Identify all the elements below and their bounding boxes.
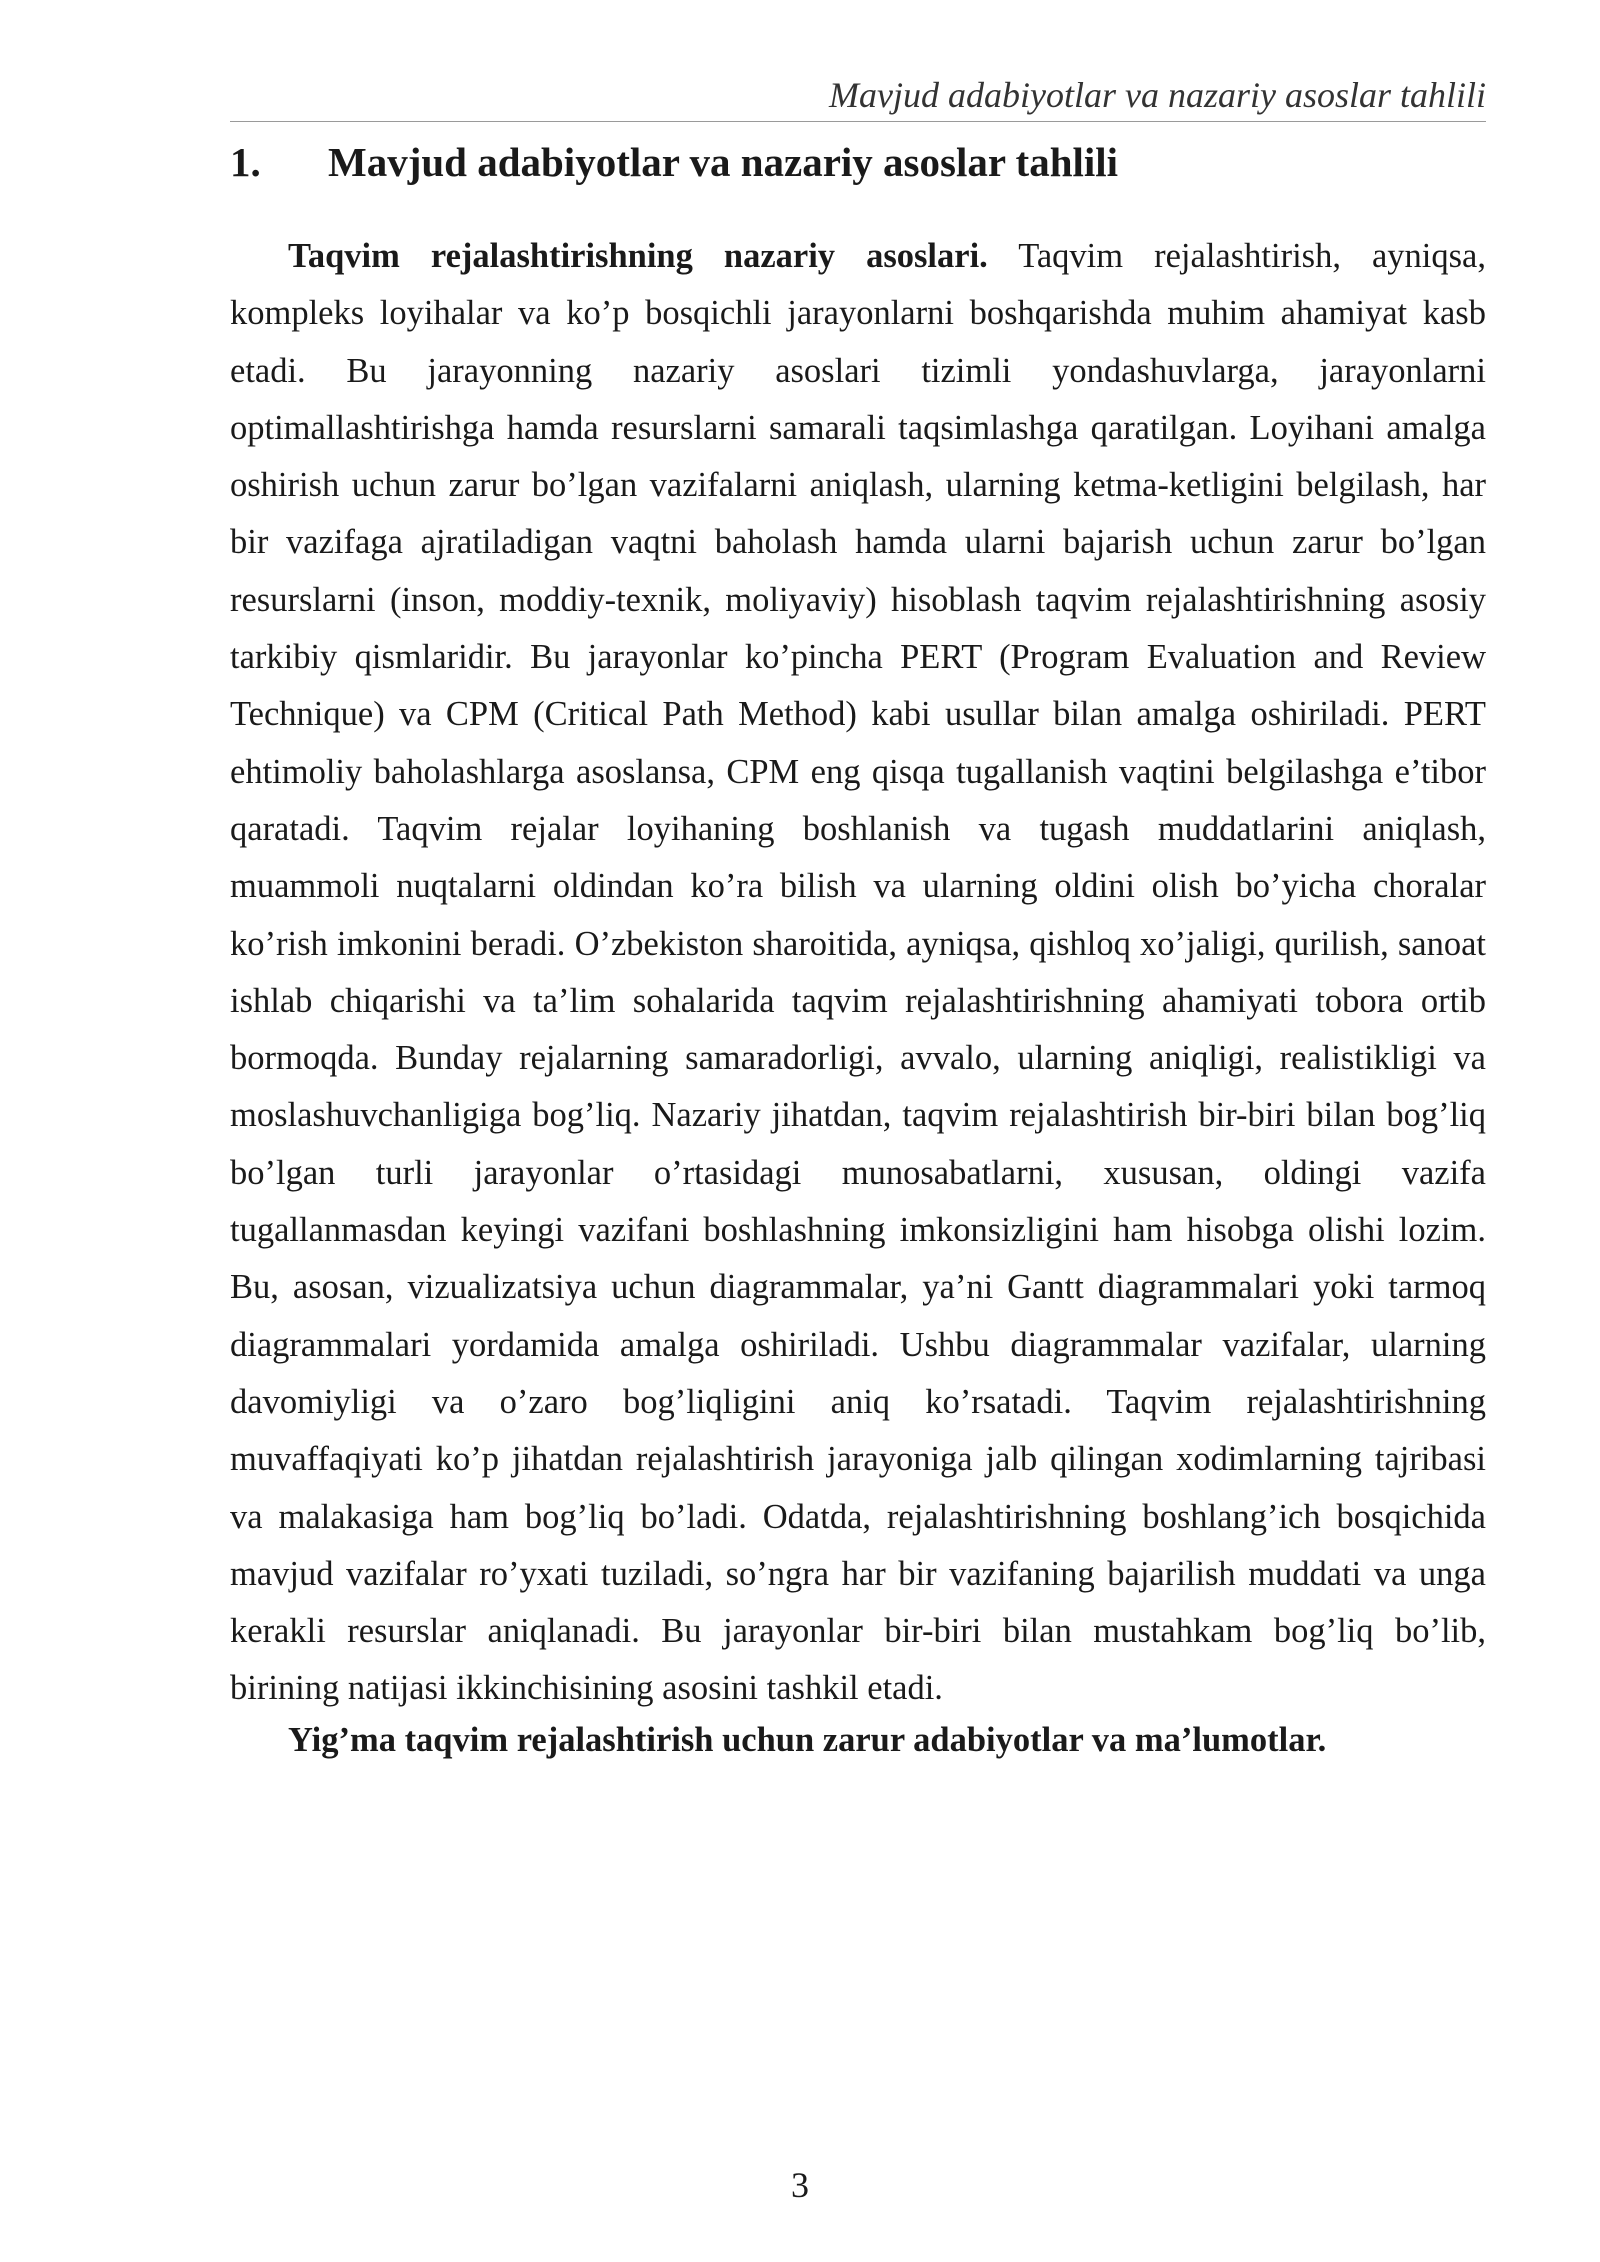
paragraph-text: Taqvim rejalashtirish, ayniqsa, kompleks loyihalar va ko’p bosqichli jarayonlarni boshqarishda muhim ahamiyat kasb etadi. Bu jarayonning nazariy asoslari tizimli yondashuvlarga, jarayonlarni optimallashtirishga hamda resurslarni samarali taqsimlashga qaratilgan. Loyihani amalga oshirish uchun zarur bo’lgan vazifalarni aniqlash, ularning ketma-ketligini belgilash, har bir vazifaga ajratiladigan vaqtni baholash hamda ularni bajarish uchun zarur bo’lgan resurslarni (inson, moddiy-texnik, moliyaviy) hisoblash taqvim rejalashtirishning asosiy tarkibiy qismlaridir. Bu jarayonlar ko’pincha PERT (Program Evaluation and Review Technique) va CPM (Critical Path Method) kabi usullar bilan amalga oshiriladi. PERT ehtimoliy baholashlarga asoslansa, CPM eng qisqa tugallanish vaqtini belgilashga e’tibor qaratadi. Taqvim rejalar loyihaning boshlanish va tugash muddatlarini aniqlash, muammoli nuqtalarni oldindan ko’ra bilish va ularning oldini olish bo’yicha choralar ko’rish imkonini beradi. O’zbekiston sharoitida, ayniqsa, qishloq xo’jaligi, qurilish, sanoat ishlab chiqarishi va ta’lim sohalarida taqvim rejalashtirishning ahamiyati tobora ortib bormoqda. Bunday rejalarning samaradorligi, avvalo, ularning aniqligi, realistikligi va moslashuvchanligiga bog’liq. Nazariy jihatdan, taqvim rejalashtirish bir-biri bilan bog’liq bo’lgan turli jarayonlar o’rtasidagi munosabatlarni, xususan, oldingi vazifa tugallanmasdan keyingi vazifani boshlashning imkonsizligini ham hisobga olishi lozim. Bu, asosan, vizualizatsiya uchun diagrammalar, ya’ni Gantt diagrammalari yoki tarmoq diagrammalari yordamida amalga oshiriladi. Ushbu diagrammalar vazifalar, ularning davomiyligi va o’zaro bog’liqligini aniq ko’rsatadi. Taqvim rejalashtirishning muvaffaqiyati ko’p jihatdan rejalashtirish jarayoniga jalb qilingan xodimlarning tajribasi va malakasiga ham bog’liq bo’ladi. Odatda, rejalashtirishning boshlang’ich bosqichida mavjud vazifalar ro’yxati tuziladi, so’ngra har bir vazifaning bajarilish muddati va unga kerakli resurslar aniqlanadi. Bu jarayonlar bir-biri bilan mustahkam bog’liq bo’lib, birining natijasi ikkinchisining asosini tashkil etadi.: [230, 237, 1486, 1708]
subsection-heading: Yig’ma taqvim rejalashtirish uchun zarur adabiyotlar va ma’lumotlar.: [288, 1720, 1327, 1759]
paragraph-run-in-heading: Taqvim rejalashtirishning nazariy asoslari.: [288, 237, 988, 275]
running-header: Mavjud adabiyotlar va nazariy asoslar tahlili: [829, 75, 1486, 115]
body-text: [230, 228, 1486, 1769]
section-number: 1.: [230, 139, 261, 185]
section-title: Mavjud adabiyotlar va nazariy asoslar tahlili: [328, 139, 1119, 185]
page-number: 3: [791, 2165, 809, 2205]
header-rule: [230, 121, 1486, 122]
body-paragraph: [230, 228, 1486, 1718]
section-heading: [230, 134, 1486, 190]
